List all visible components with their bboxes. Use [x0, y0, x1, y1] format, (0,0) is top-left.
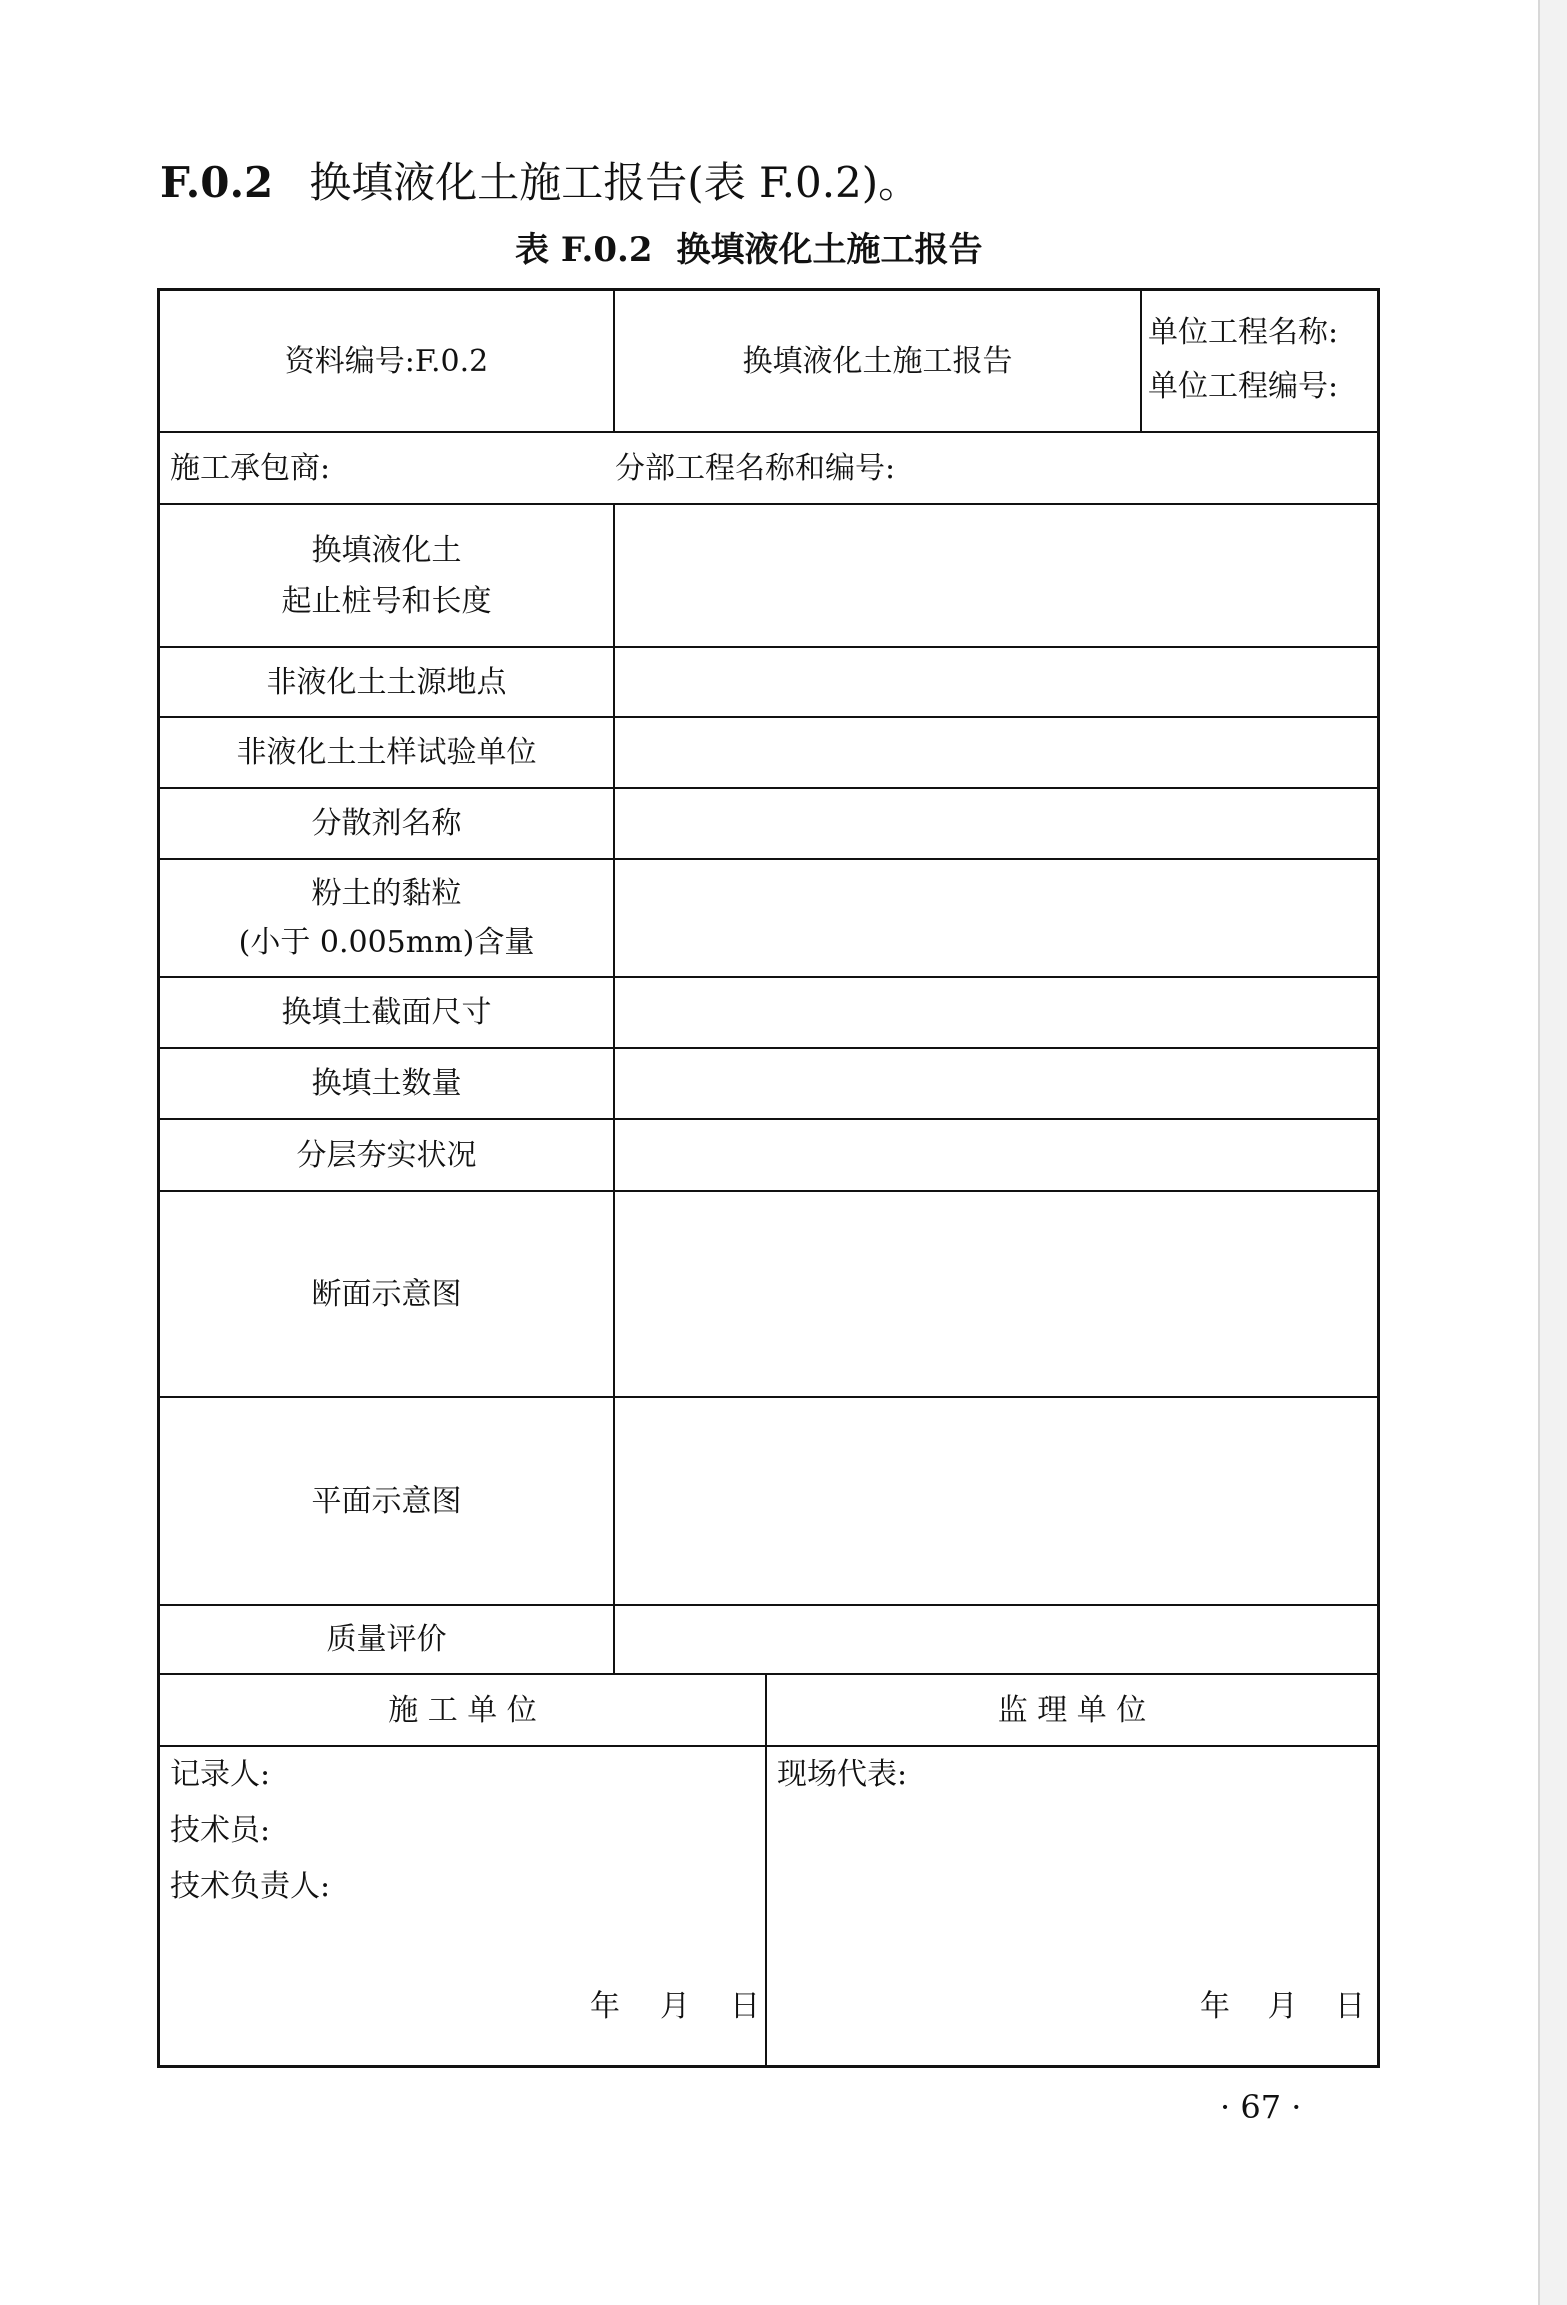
construction-unit-header [160, 1675, 765, 1745]
form-title: 换填液化土施工报告 [742, 343, 1013, 379]
unit-project-cell [1148, 313, 1380, 423]
table-title-text: 换填液化土施工报告 [676, 230, 983, 270]
page-edge-shade [1540, 0, 1567, 2305]
row-label-line: 分层夯实状况 [296, 1137, 477, 1173]
date-month: 月 [660, 1989, 690, 2024]
row-value-soil-source[interactable] [615, 648, 1377, 716]
row-label-line: 分散剂名称 [311, 806, 462, 841]
divider [613, 291, 615, 431]
row-value-pile-range[interactable] [615, 505, 1377, 646]
tech-lead-label: 技术负责人: [170, 1869, 331, 1904]
row-label-compaction [160, 1120, 613, 1190]
recorder-label: 记录人: [170, 1757, 271, 1792]
row-label-line: 非液化土土样试验单位 [236, 735, 537, 770]
contractor-field[interactable] [170, 433, 610, 503]
row-label-line: 换填土截面尺寸 [281, 995, 492, 1030]
row-value-plan-diagram[interactable] [615, 1398, 1377, 1604]
doc-number: 资料编号:F.0.2 [284, 343, 489, 379]
row-value-test-unit[interactable] [615, 718, 1377, 787]
row-label-line: 换填土数量 [311, 1066, 462, 1101]
page-number: · 67 · [1220, 2088, 1302, 2126]
report-form-table [157, 288, 1380, 2068]
unit-project-name[interactable]: 单位工程名称: [1148, 315, 1339, 350]
row-label-line: 起止桩号和长度 [281, 583, 492, 619]
date-day: 日 [730, 1989, 760, 2024]
row-label-section-size [160, 978, 613, 1047]
row-value-section-diagram[interactable] [615, 1192, 1377, 1396]
row-label-clay-content [160, 860, 613, 976]
row-label-line: (小于 0.005mm)含量 [238, 925, 535, 960]
unit-project-number[interactable]: 单位工程编号: [1148, 369, 1339, 404]
section-heading [160, 150, 920, 210]
row-label-line: 平面示意图 [311, 1483, 462, 1519]
row-label-soil-source [160, 648, 613, 716]
row-label-fill-quantity [160, 1049, 613, 1118]
date-month: 月 [1267, 1989, 1298, 2024]
row-label-line: 换填液化土 [311, 532, 462, 568]
row-label-test-unit [160, 718, 613, 787]
site-rep-label: 现场代表: [777, 1757, 908, 1792]
row-label-plan-diagram [160, 1398, 613, 1604]
row-label-line: 断面示意图 [311, 1276, 462, 1312]
row-label-pile-range [160, 505, 613, 646]
row-label-line: 非液化土土源地点 [266, 664, 507, 700]
section-text: 换填液化土施工报告(表 F.0.2)。 [309, 158, 921, 207]
table-title [515, 222, 983, 271]
row-value-clay-content[interactable] [615, 860, 1377, 976]
divider [1140, 291, 1142, 431]
date-year: 年 [1200, 1989, 1230, 2024]
construction-unit-title: 施 工 单 位 [388, 1692, 537, 1728]
technician-label: 技术员: [170, 1813, 271, 1848]
row-value-quality-eval[interactable] [615, 1606, 1377, 1673]
supervision-date[interactable] [1200, 1987, 1365, 2031]
subproject-field[interactable] [615, 433, 1315, 503]
row-value-fill-quantity[interactable] [615, 1049, 1377, 1118]
table-number: 表 F.0.2 [515, 230, 653, 270]
doc-number-cell [160, 291, 613, 431]
date-day: 日 [1335, 1989, 1365, 2024]
divider [613, 503, 615, 1673]
contractor-label: 施工承包商: [170, 450, 331, 486]
row-label-dispersant [160, 789, 613, 858]
divider [160, 1745, 1377, 1747]
construction-date[interactable] [590, 1987, 760, 2031]
divider [765, 1673, 767, 2065]
section-number: F.0.2 [160, 158, 274, 207]
subproject-label: 分部工程名称和编号: [615, 450, 896, 486]
supervision-unit-title: 监 理 单 位 [997, 1692, 1147, 1728]
row-value-dispersant[interactable] [615, 789, 1377, 858]
supervision-unit-header [767, 1675, 1377, 1745]
form-title-cell [615, 291, 1140, 431]
row-label-quality-eval [160, 1606, 613, 1673]
date-year: 年 [590, 1989, 620, 2024]
row-label-line: 质量评价 [326, 1622, 447, 1657]
row-value-section-size[interactable] [615, 978, 1377, 1047]
row-value-compaction[interactable] [615, 1120, 1377, 1190]
row-label-line: 粉土的黏粒 [311, 876, 462, 911]
row-label-section-diagram [160, 1192, 613, 1396]
